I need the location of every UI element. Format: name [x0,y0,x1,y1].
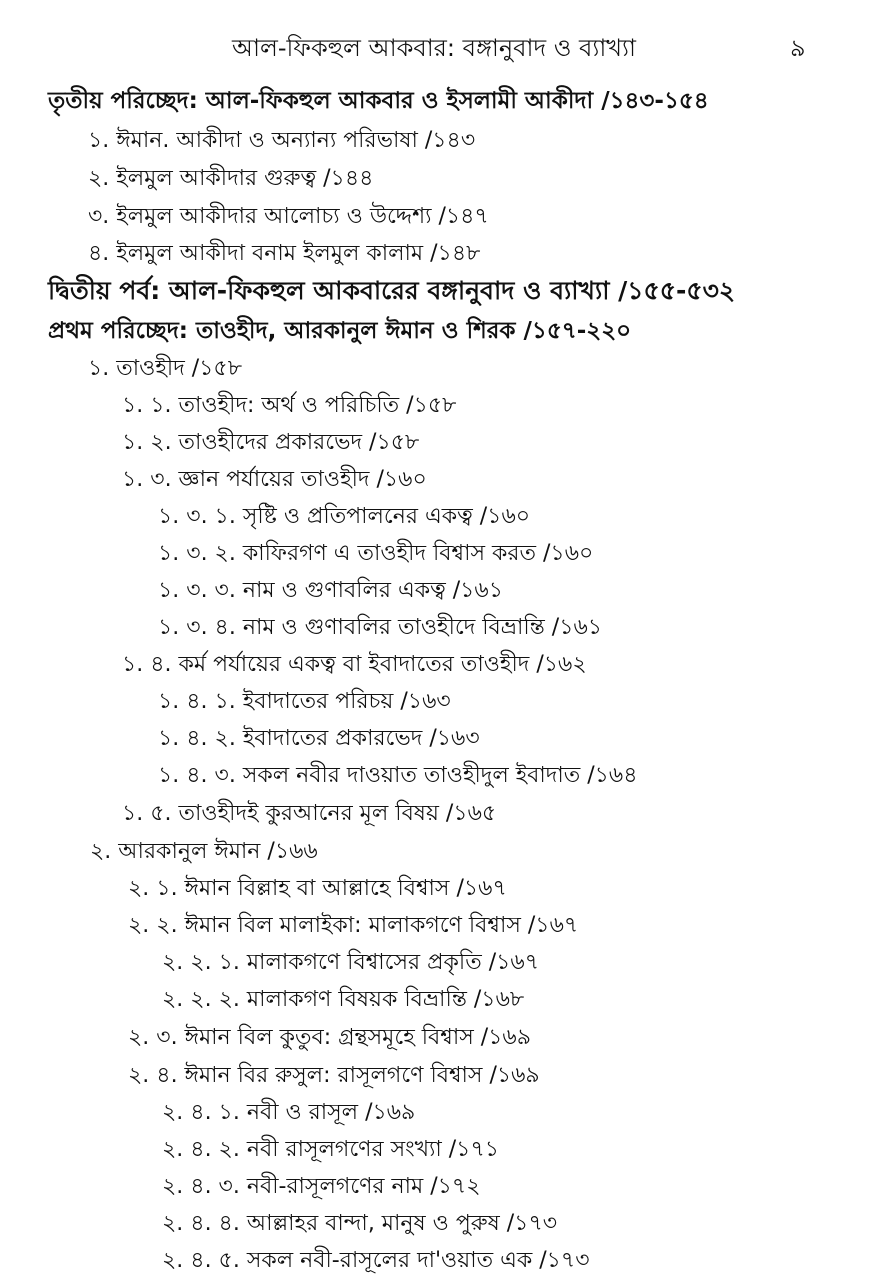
toc-entry: ১. ৪. ৩. সকল নবীর দাওয়াত তাওহীদুল ইবাদাত /১৬৪ [158,763,638,788]
toc-entry: ১. ঈমান. আকীদা ও অন্যান্য পরিভাষা /১৪৩ [88,128,476,153]
toc-entry: ২. ১. ঈমান বিল্লাহ বা আল্লাহে বিশ্বাস /১৬৭ [128,876,507,901]
toc-part-heading: দ্বিতীয় পর্ব: আল-ফিকহুল আকবারের বঙ্গানুবাদ ও ব্যাখ্যা /১৫৫-৫৩২ [48,276,736,305]
toc-entry: ৪. ইলমুল আকীদা বনাম ইলমুল কালাম /১৪৮ [88,241,481,266]
toc-entry: ১. ৩. ২. কাফিরগণ এ তাওহীদ বিশ্বাস করত /১৬০ [158,541,594,566]
toc-entry: ২. ৪. ৩. নবী-রাসূলগণের নাম /১৭২ [162,1174,481,1199]
toc-entry: ২. আরকানুল ঈমান /১৬৬ [90,839,318,864]
toc-entry: ১. ৫. তাওহীদই কুরআনের মূল বিষয় /১৬৫ [122,801,497,826]
page-number: ৯ [790,34,806,62]
toc-entry: ১. ৩. জ্ঞান পর্যায়ের তাওহীদ /১৬০ [122,467,427,492]
toc-entry: ২. ৪. ৪. আল্লাহর বান্দা, মানুষ ও পুরুষ /১৭৩ [162,1211,558,1236]
toc-entry: ১. ২. তাওহীদের প্রকারভেদ /১৫৮ [122,430,420,455]
toc-entry: ১. ৪. ১. ইবাদাতের পরিচয় /১৬৩ [158,689,451,714]
toc-entry: ২. ২. ঈমান বিল মালাইকা: মালাকগণে বিশ্বাস /১৬৭ [128,913,579,938]
toc-entry: ১. ১. তাওহীদ: অর্থ ও পরিচিতি /১৫৮ [122,393,457,418]
toc-entry: ২. ২. ২. মালাকগণ বিষয়ক বিভ্রান্তি /১৬৮ [162,987,525,1012]
page-header [0,30,870,70]
toc-entry: ২. ৪. ঈমান বির রুসুল: রাসূলগণে বিশ্বাস /১৬৯ [128,1063,540,1088]
toc-entry: ২. ২. ১. মালাকগণে বিশ্বাসের প্রকৃতি /১৬৭ [162,950,540,975]
toc-entry: ২. ৪. ২. নবী রাসূলগণের সংখ্যা /১৭১ [162,1137,500,1162]
running-title: আল-ফিকহুল আকবার: বঙ্গানুবাদ ও ব্যাখ্যা [232,34,636,62]
toc-entry: ২. ইলমুল আকীদার গুরুত্ব /১৪৪ [88,166,374,191]
toc-entry: ১. ৩. ৩. নাম ও গুণাবলির একত্ব /১৬১ [158,578,504,603]
toc-chapter-heading: তৃতীয় পরিচ্ছেদ: আল-ফিকহুল আকবার ও ইসলামী আকীদা /১৪৩-১৫৪ [48,88,709,114]
toc-entry: ৩. ইলমুল আকীদার আলোচ্য ও উদ্দেশ্য /১৪৭ [88,204,489,229]
toc-entry: ২. ৪. ১. নবী ও রাসূল /১৬৯ [162,1100,416,1125]
toc-chapter-heading: প্রথম পরিচ্ছেদ: তাওহীদ, আরকানুল ঈমান ও শিরক /১৫৭-২২০ [48,318,632,344]
toc-entry: ১. ৩. ৪. নাম ও গুণাবলির তাওহীদে বিভ্রান্তি /১৬১ [158,615,603,640]
toc-entry: ১. তাওহীদ /১৫৮ [88,356,242,381]
toc-entry: ১. ৪. ২. ইবাদাতের প্রকারভেদ /১৬৩ [158,726,480,751]
toc-entry: ১. ৪. কর্ম পর্যায়ের একত্ব বা ইবাদাতের তাওহীদ /১৬২ [122,652,587,677]
toc-entry: ২. ৪. ৫. সকল নবী-রাসূলের দা'ওয়াত এক /১৭৩ [162,1248,590,1273]
toc-entry: ২. ৩. ঈমান বিল কুতুব: গ্রন্থসমূহে বিশ্বাস /১৬৯ [128,1025,532,1050]
toc-entry: ১. ৩. ১. সৃষ্টি ও প্রতিপালনের একত্ব /১৬০ [158,504,531,529]
